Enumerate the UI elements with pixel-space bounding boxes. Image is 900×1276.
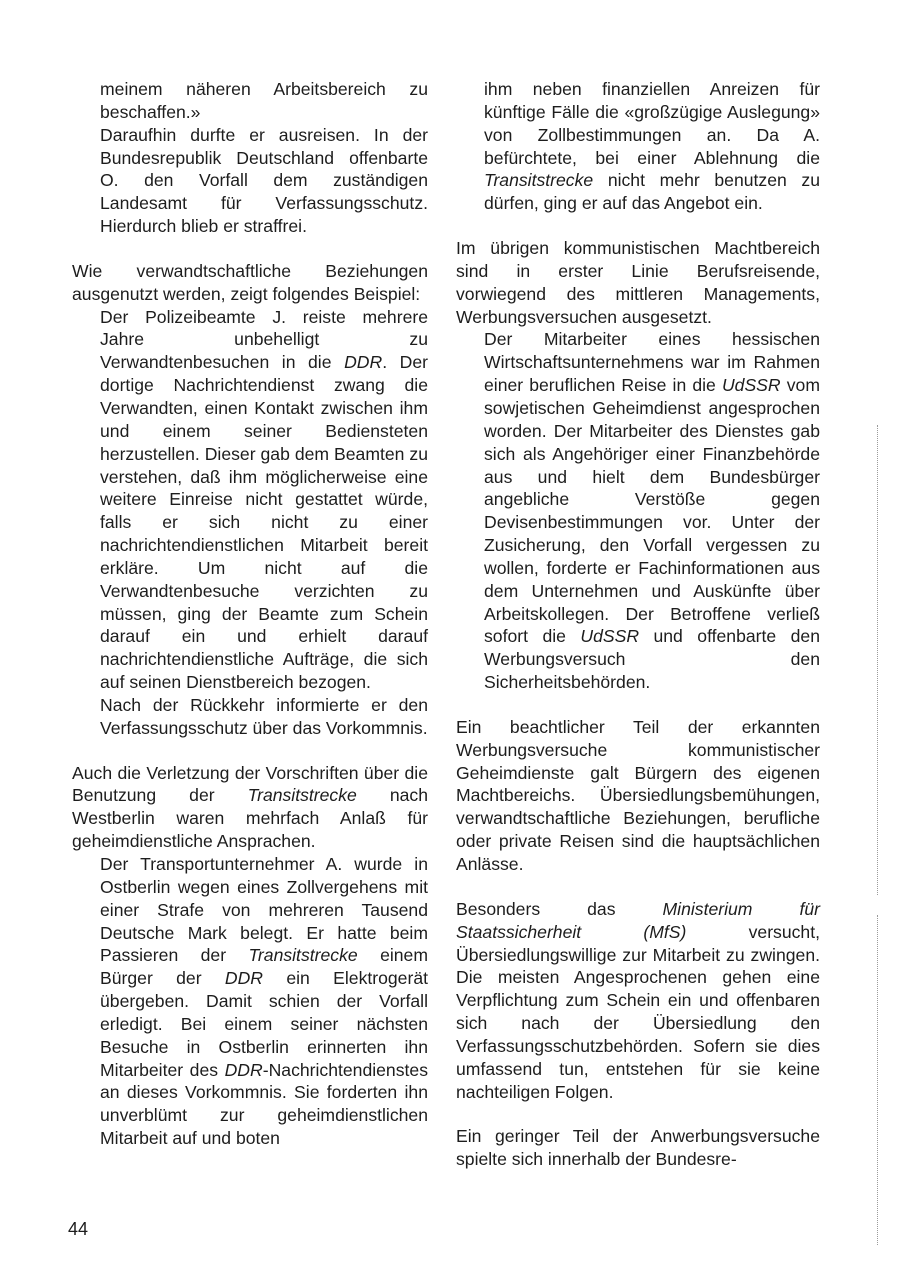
emphasized-term: UdSSR bbox=[721, 375, 781, 396]
paragraph bbox=[456, 716, 820, 876]
text-run: -Nachrichtendienstes an dieses Vorkommnis. Sie forderten ihn unverblümt zur geheimdienstlichen Mitarbeit auf und boten bbox=[100, 1059, 428, 1149]
text-run: vom sowjetischen Geheimdienst angesprochen worden. Der Mitarbeiter des Dienstes gab sich als Angehöriger einer Finanzbehörde aus und hielt dem Bundesbürger angebliche Verstöße gegen Devisenbestimmungen vor. Unter der Zusicherung, den Vorfall vergessen zu wollen, forderte er Fachinformationen aus dem Unternehmen und Auskünfte über Arbeitskollegen. Der Betroffene verließ sofort die bbox=[484, 375, 820, 647]
paragraph bbox=[456, 1125, 820, 1171]
paragraph bbox=[72, 853, 428, 1150]
left-text-column bbox=[72, 78, 428, 1150]
emphasized-term: Transitstrecke bbox=[247, 785, 357, 806]
text-run: Im übrigen kommunistischen Machtbereich sind in erster Linie Berufsreisende, vorwiegend des mittleren Managements, Werbungsversuchen ausgesetzt. bbox=[456, 238, 820, 327]
text-run: Besonders das bbox=[456, 898, 663, 919]
text-run: Ein beachtlicher Teil der erkannten Werbungsversuche kommunistischer Geheimdienste galt Bürgern des eigenen Machtbereichs. Übersiedlungsbemühungen, verwandtschaftliche Beziehungen, berufliche oder private Reisen sind die hauptsächlichen Anlässe. bbox=[456, 716, 820, 874]
text-run: und offenbarte den Werbungsversuch den Sicherheitsbehörden. bbox=[484, 626, 820, 693]
text-run: versucht, Übersiedlungswillige zur Mitarbeit zu zwingen. Die meisten Angesprochenen gehen eine Verpflichtung zum Schein ein und offenbaren sich nach der Übersiedlung den Verfassungsschutzbehörden. Sofern sie dies umfassend tun, entstehen für sie keine nachteiligen Folgen. bbox=[456, 921, 820, 1102]
text-run: Der Polizeibeamte J. reiste mehrere Jahre unbehelligt zu Verwandtenbesuchen in die bbox=[100, 306, 428, 373]
text-run: einem Bürger der bbox=[100, 945, 428, 989]
paragraph bbox=[456, 898, 820, 1104]
emphasized-term: DDR bbox=[224, 968, 264, 989]
paragraph bbox=[72, 78, 428, 124]
paragraph bbox=[72, 124, 428, 238]
emphasized-term: DDR bbox=[224, 1059, 263, 1080]
page-number: 44 bbox=[68, 1219, 89, 1239]
emphasized-term: DDR bbox=[344, 352, 383, 373]
text-run: . Der dortige Nachrichtendienst zwang die Verwandten, einen Kontakt zwischen ihm und einem seiner Bediensteten herzustellen. Dieser gab dem Beamten zu verstehen, daß ihm möglicherweise eine weitere Einreise nicht gestattet würde, falls er sich nicht zu einer nachrichtendienstlichen Mitarbeit bereit erkläre. Um nicht auf die Verwandtenbesuche verzichten zu müssen, ging der Beamte zum Schein darauf ein und erhielt darauf nachrichtendienstliche Aufträge, die sich auf seinen Dienstbereich bezogen. bbox=[100, 352, 428, 693]
text-run: Auch die Verletzung der Vorschriften über die Benutzung der bbox=[72, 762, 428, 806]
paragraph bbox=[72, 694, 428, 740]
paragraph bbox=[456, 237, 820, 328]
paragraph bbox=[72, 260, 428, 306]
text-run: Der Transportunternehmer A. wurde in Ostberlin wegen eines Zollvergehens mit einer Strafe von mehreren Tausend Deutsche Mark belegt. Er hatte beim Passieren der bbox=[100, 854, 428, 966]
text-run: nach Westberlin waren mehrfach Anlaß für geheimdienstliche Ansprachen. bbox=[72, 785, 428, 852]
text-run: meinem näheren Arbeitsbereich zu beschaffen.» bbox=[100, 79, 428, 122]
paragraph bbox=[456, 78, 820, 215]
text-run: Daraufhin durfte er ausreisen. In der Bundesrepublik Deutschland offenbarte O. den Vorfall dem zuständigen Landesamt für Verfassungsschutz. Hierdurch blieb er straffrei. bbox=[100, 124, 428, 237]
text-run: ein Elektrogerät übergeben. Damit schien der Vorfall erledigt. Bei einem seiner nächsten Besuche in Ostberlin erinnerten ihn Mitarbeiter des bbox=[100, 968, 428, 1080]
emphasized-term: UdSSR bbox=[580, 626, 640, 647]
paragraph bbox=[456, 328, 820, 694]
text-run: nicht mehr benutzen zu dürfen, ging er auf das Angebot ein. bbox=[484, 170, 820, 214]
scan-edge-mark bbox=[877, 425, 878, 895]
paragraph bbox=[72, 306, 428, 694]
text-run: Ein geringer Teil der Anwerbungsversuche spielte sich innerhalb der Bundesre- bbox=[456, 1126, 820, 1170]
emphasized-term: Transitstrecke bbox=[484, 170, 594, 191]
paragraph bbox=[72, 762, 428, 853]
emphasized-term: Ministerium für Staatssicherheit (MfS) bbox=[456, 898, 820, 942]
right-text-column bbox=[456, 78, 820, 1171]
text-run: Wie verwandtschaftliche Beziehungen ausgenutzt werden, zeigt folgendes Beispiel: bbox=[72, 260, 428, 304]
text-run: Der Mitarbeiter eines hessischen Wirtschaftsunternehmens war im Rahmen einer beruflichen Reise in die bbox=[484, 329, 820, 396]
scan-edge-mark bbox=[877, 915, 878, 1245]
emphasized-term: Transitstrecke bbox=[248, 945, 358, 966]
text-run: ihm neben finanziellen Anreizen für künftige Fälle die «großzügige Auslegung» von Zollbestimmungen an. Da A. befürchtete, bei einer Ablehnung die bbox=[484, 79, 820, 168]
text-run: Nach der Rückkehr informierte er den Verfassungsschutz über das Vorkommnis. bbox=[100, 694, 428, 738]
